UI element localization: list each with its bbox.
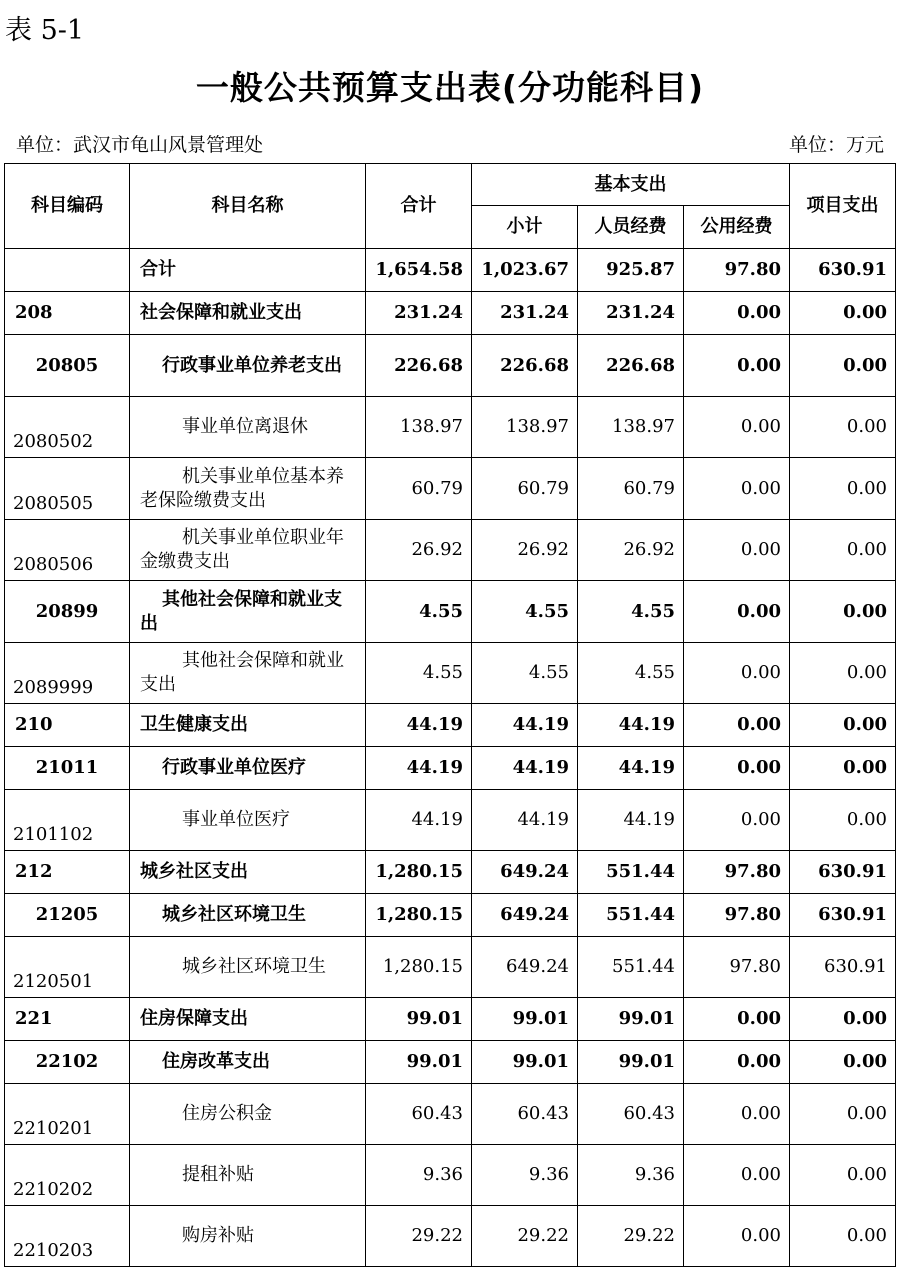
cell-total: 138.97 (366, 397, 472, 458)
cell-subtotal: 9.36 (472, 1145, 578, 1206)
cell-personnel: 99.01 (578, 998, 684, 1041)
cell-public: 97.80 (684, 249, 790, 292)
unit-organization: 单位：武汉市龟山风景管理处 (16, 134, 264, 156)
cell-code: 2101102 (5, 790, 130, 851)
cell-project: 0.00 (790, 1041, 896, 1084)
cell-total: 4.55 (366, 643, 472, 704)
cell-project: 0.00 (790, 643, 896, 704)
cell-name: 提租补贴 (130, 1145, 366, 1206)
cell-name: 城乡社区环境卫生 (130, 937, 366, 998)
table-row (5, 790, 896, 851)
cell-project: 630.91 (790, 894, 896, 937)
cell-total: 99.01 (366, 998, 472, 1041)
cell-total: 60.43 (366, 1084, 472, 1145)
cell-subtotal: 649.24 (472, 894, 578, 937)
cell-public: 0.00 (684, 520, 790, 581)
cell-name: 机关事业单位职业年金缴费支出 (130, 520, 366, 581)
cell-public: 0.00 (684, 1206, 790, 1267)
header-basic: 基本支出 (472, 164, 790, 206)
cell-name: 其他社会保障和就业支出 (130, 643, 366, 704)
cell-project: 0.00 (790, 397, 896, 458)
cell-code: 2080505 (5, 458, 130, 520)
cell-public: 0.00 (684, 1041, 790, 1084)
cell-name: 购房补贴 (130, 1206, 366, 1267)
cell-total: 44.19 (366, 747, 472, 790)
table-row (5, 894, 896, 937)
table-row (5, 704, 896, 747)
cell-personnel: 26.92 (578, 520, 684, 581)
cell-personnel: 9.36 (578, 1145, 684, 1206)
cell-subtotal: 44.19 (472, 704, 578, 747)
table-row (5, 1041, 896, 1084)
cell-name: 社会保障和就业支出 (130, 292, 366, 335)
cell-personnel: 44.19 (578, 790, 684, 851)
cell-project: 0.00 (790, 520, 896, 581)
cell-personnel: 226.68 (578, 335, 684, 397)
cell-code: 22102 (5, 1041, 130, 1084)
header-project: 项目支出 (790, 164, 896, 249)
cell-total: 231.24 (366, 292, 472, 335)
cell-project: 0.00 (790, 998, 896, 1041)
cell-name: 城乡社区支出 (130, 851, 366, 894)
cell-personnel: 551.44 (578, 894, 684, 937)
cell-code: 2089999 (5, 643, 130, 704)
table-row (5, 1145, 896, 1206)
cell-total: 44.19 (366, 704, 472, 747)
table-row (5, 851, 896, 894)
cell-personnel: 4.55 (578, 581, 684, 643)
cell-project: 0.00 (790, 458, 896, 520)
cell-code: 21205 (5, 894, 130, 937)
cell-personnel: 551.44 (578, 937, 684, 998)
cell-code: 210 (5, 704, 130, 747)
cell-subtotal: 26.92 (472, 520, 578, 581)
cell-subtotal: 138.97 (472, 397, 578, 458)
cell-total: 4.55 (366, 581, 472, 643)
cell-subtotal: 4.55 (472, 581, 578, 643)
cell-subtotal: 60.79 (472, 458, 578, 520)
cell-public: 0.00 (684, 1084, 790, 1145)
table-row (5, 335, 896, 397)
table-row (5, 458, 896, 520)
cell-code: 221 (5, 998, 130, 1041)
table-body (5, 249, 896, 1267)
cell-subtotal: 99.01 (472, 1041, 578, 1084)
cell-total: 1,280.15 (366, 894, 472, 937)
cell-subtotal: 44.19 (472, 747, 578, 790)
cell-public: 97.80 (684, 937, 790, 998)
cell-total: 99.01 (366, 1041, 472, 1084)
cell-code: 2080506 (5, 520, 130, 581)
cell-public: 0.00 (684, 643, 790, 704)
cell-public: 0.00 (684, 790, 790, 851)
cell-public: 0.00 (684, 581, 790, 643)
cell-subtotal: 4.55 (472, 643, 578, 704)
cell-subtotal: 1,023.67 (472, 249, 578, 292)
cell-public: 0.00 (684, 458, 790, 520)
cell-public: 0.00 (684, 998, 790, 1041)
cell-personnel: 29.22 (578, 1206, 684, 1267)
cell-code: 208 (5, 292, 130, 335)
cell-name: 其他社会保障和就业支出 (130, 581, 366, 643)
header-subtotal: 小计 (472, 206, 578, 249)
expenditure-table (4, 163, 896, 1267)
cell-project: 0.00 (790, 747, 896, 790)
table-row (5, 581, 896, 643)
cell-public: 0.00 (684, 335, 790, 397)
table-number: 表 5-1 (5, 15, 85, 46)
cell-total: 9.36 (366, 1145, 472, 1206)
cell-subtotal: 60.43 (472, 1084, 578, 1145)
table-row (5, 249, 896, 292)
header-personnel: 人员经费 (578, 206, 684, 249)
cell-public: 0.00 (684, 747, 790, 790)
cell-code: 20899 (5, 581, 130, 643)
table-row (5, 1084, 896, 1145)
cell-project: 0.00 (790, 1206, 896, 1267)
table-row (5, 937, 896, 998)
cell-code: 212 (5, 851, 130, 894)
cell-code: 20805 (5, 335, 130, 397)
cell-subtotal: 99.01 (472, 998, 578, 1041)
cell-subtotal: 231.24 (472, 292, 578, 335)
cell-subtotal: 44.19 (472, 790, 578, 851)
cell-personnel: 138.97 (578, 397, 684, 458)
cell-personnel: 44.19 (578, 747, 684, 790)
cell-project: 630.91 (790, 249, 896, 292)
cell-total: 29.22 (366, 1206, 472, 1267)
cell-project: 630.91 (790, 851, 896, 894)
page-title: 一般公共预算支出表(分功能科目) (195, 68, 705, 107)
cell-personnel: 99.01 (578, 1041, 684, 1084)
table-row (5, 747, 896, 790)
table-row (5, 292, 896, 335)
cell-name: 行政事业单位养老支出 (130, 335, 366, 397)
cell-name: 事业单位离退休 (130, 397, 366, 458)
cell-personnel: 925.87 (578, 249, 684, 292)
cell-subtotal: 649.24 (472, 937, 578, 998)
table-row (5, 397, 896, 458)
cell-code (5, 249, 130, 292)
cell-public: 0.00 (684, 292, 790, 335)
unit-currency: 单位：万元 (788, 134, 884, 156)
cell-code: 2210203 (5, 1206, 130, 1267)
cell-project: 0.00 (790, 1084, 896, 1145)
cell-code: 2080502 (5, 397, 130, 458)
cell-total: 1,280.15 (366, 851, 472, 894)
header-name: 科目名称 (130, 164, 366, 249)
cell-personnel: 60.43 (578, 1084, 684, 1145)
cell-project: 0.00 (790, 335, 896, 397)
cell-total: 60.79 (366, 458, 472, 520)
cell-project: 0.00 (790, 1145, 896, 1206)
table-row (5, 643, 896, 704)
cell-public: 0.00 (684, 1145, 790, 1206)
cell-code: 21011 (5, 747, 130, 790)
cell-public: 97.80 (684, 851, 790, 894)
cell-name: 合计 (130, 249, 366, 292)
cell-project: 0.00 (790, 790, 896, 851)
cell-project: 630.91 (790, 937, 896, 998)
cell-name: 卫生健康支出 (130, 704, 366, 747)
table-row (5, 1206, 896, 1267)
cell-public: 0.00 (684, 397, 790, 458)
cell-personnel: 44.19 (578, 704, 684, 747)
cell-code: 2120501 (5, 937, 130, 998)
cell-total: 1,654.58 (366, 249, 472, 292)
cell-code: 2210202 (5, 1145, 130, 1206)
cell-public: 97.80 (684, 894, 790, 937)
cell-total: 44.19 (366, 790, 472, 851)
cell-code: 2210201 (5, 1084, 130, 1145)
table-row (5, 998, 896, 1041)
cell-subtotal: 226.68 (472, 335, 578, 397)
table-row (5, 520, 896, 581)
header-code: 科目编码 (5, 164, 130, 249)
header-public: 公用经费 (684, 206, 790, 249)
cell-name: 行政事业单位医疗 (130, 747, 366, 790)
cell-subtotal: 29.22 (472, 1206, 578, 1267)
cell-name: 事业单位医疗 (130, 790, 366, 851)
cell-name: 住房改革支出 (130, 1041, 366, 1084)
cell-name: 城乡社区环境卫生 (130, 894, 366, 937)
cell-personnel: 231.24 (578, 292, 684, 335)
cell-total: 226.68 (366, 335, 472, 397)
cell-subtotal: 649.24 (472, 851, 578, 894)
cell-total: 26.92 (366, 520, 472, 581)
cell-name: 机关事业单位基本养老保险缴费支出 (130, 458, 366, 520)
cell-total: 1,280.15 (366, 937, 472, 998)
header-total: 合计 (366, 164, 472, 249)
cell-project: 0.00 (790, 581, 896, 643)
cell-project: 0.00 (790, 292, 896, 335)
cell-personnel: 60.79 (578, 458, 684, 520)
cell-public: 0.00 (684, 704, 790, 747)
cell-project: 0.00 (790, 704, 896, 747)
cell-personnel: 551.44 (578, 851, 684, 894)
cell-name: 住房保障支出 (130, 998, 366, 1041)
cell-personnel: 4.55 (578, 643, 684, 704)
cell-name: 住房公积金 (130, 1084, 366, 1145)
